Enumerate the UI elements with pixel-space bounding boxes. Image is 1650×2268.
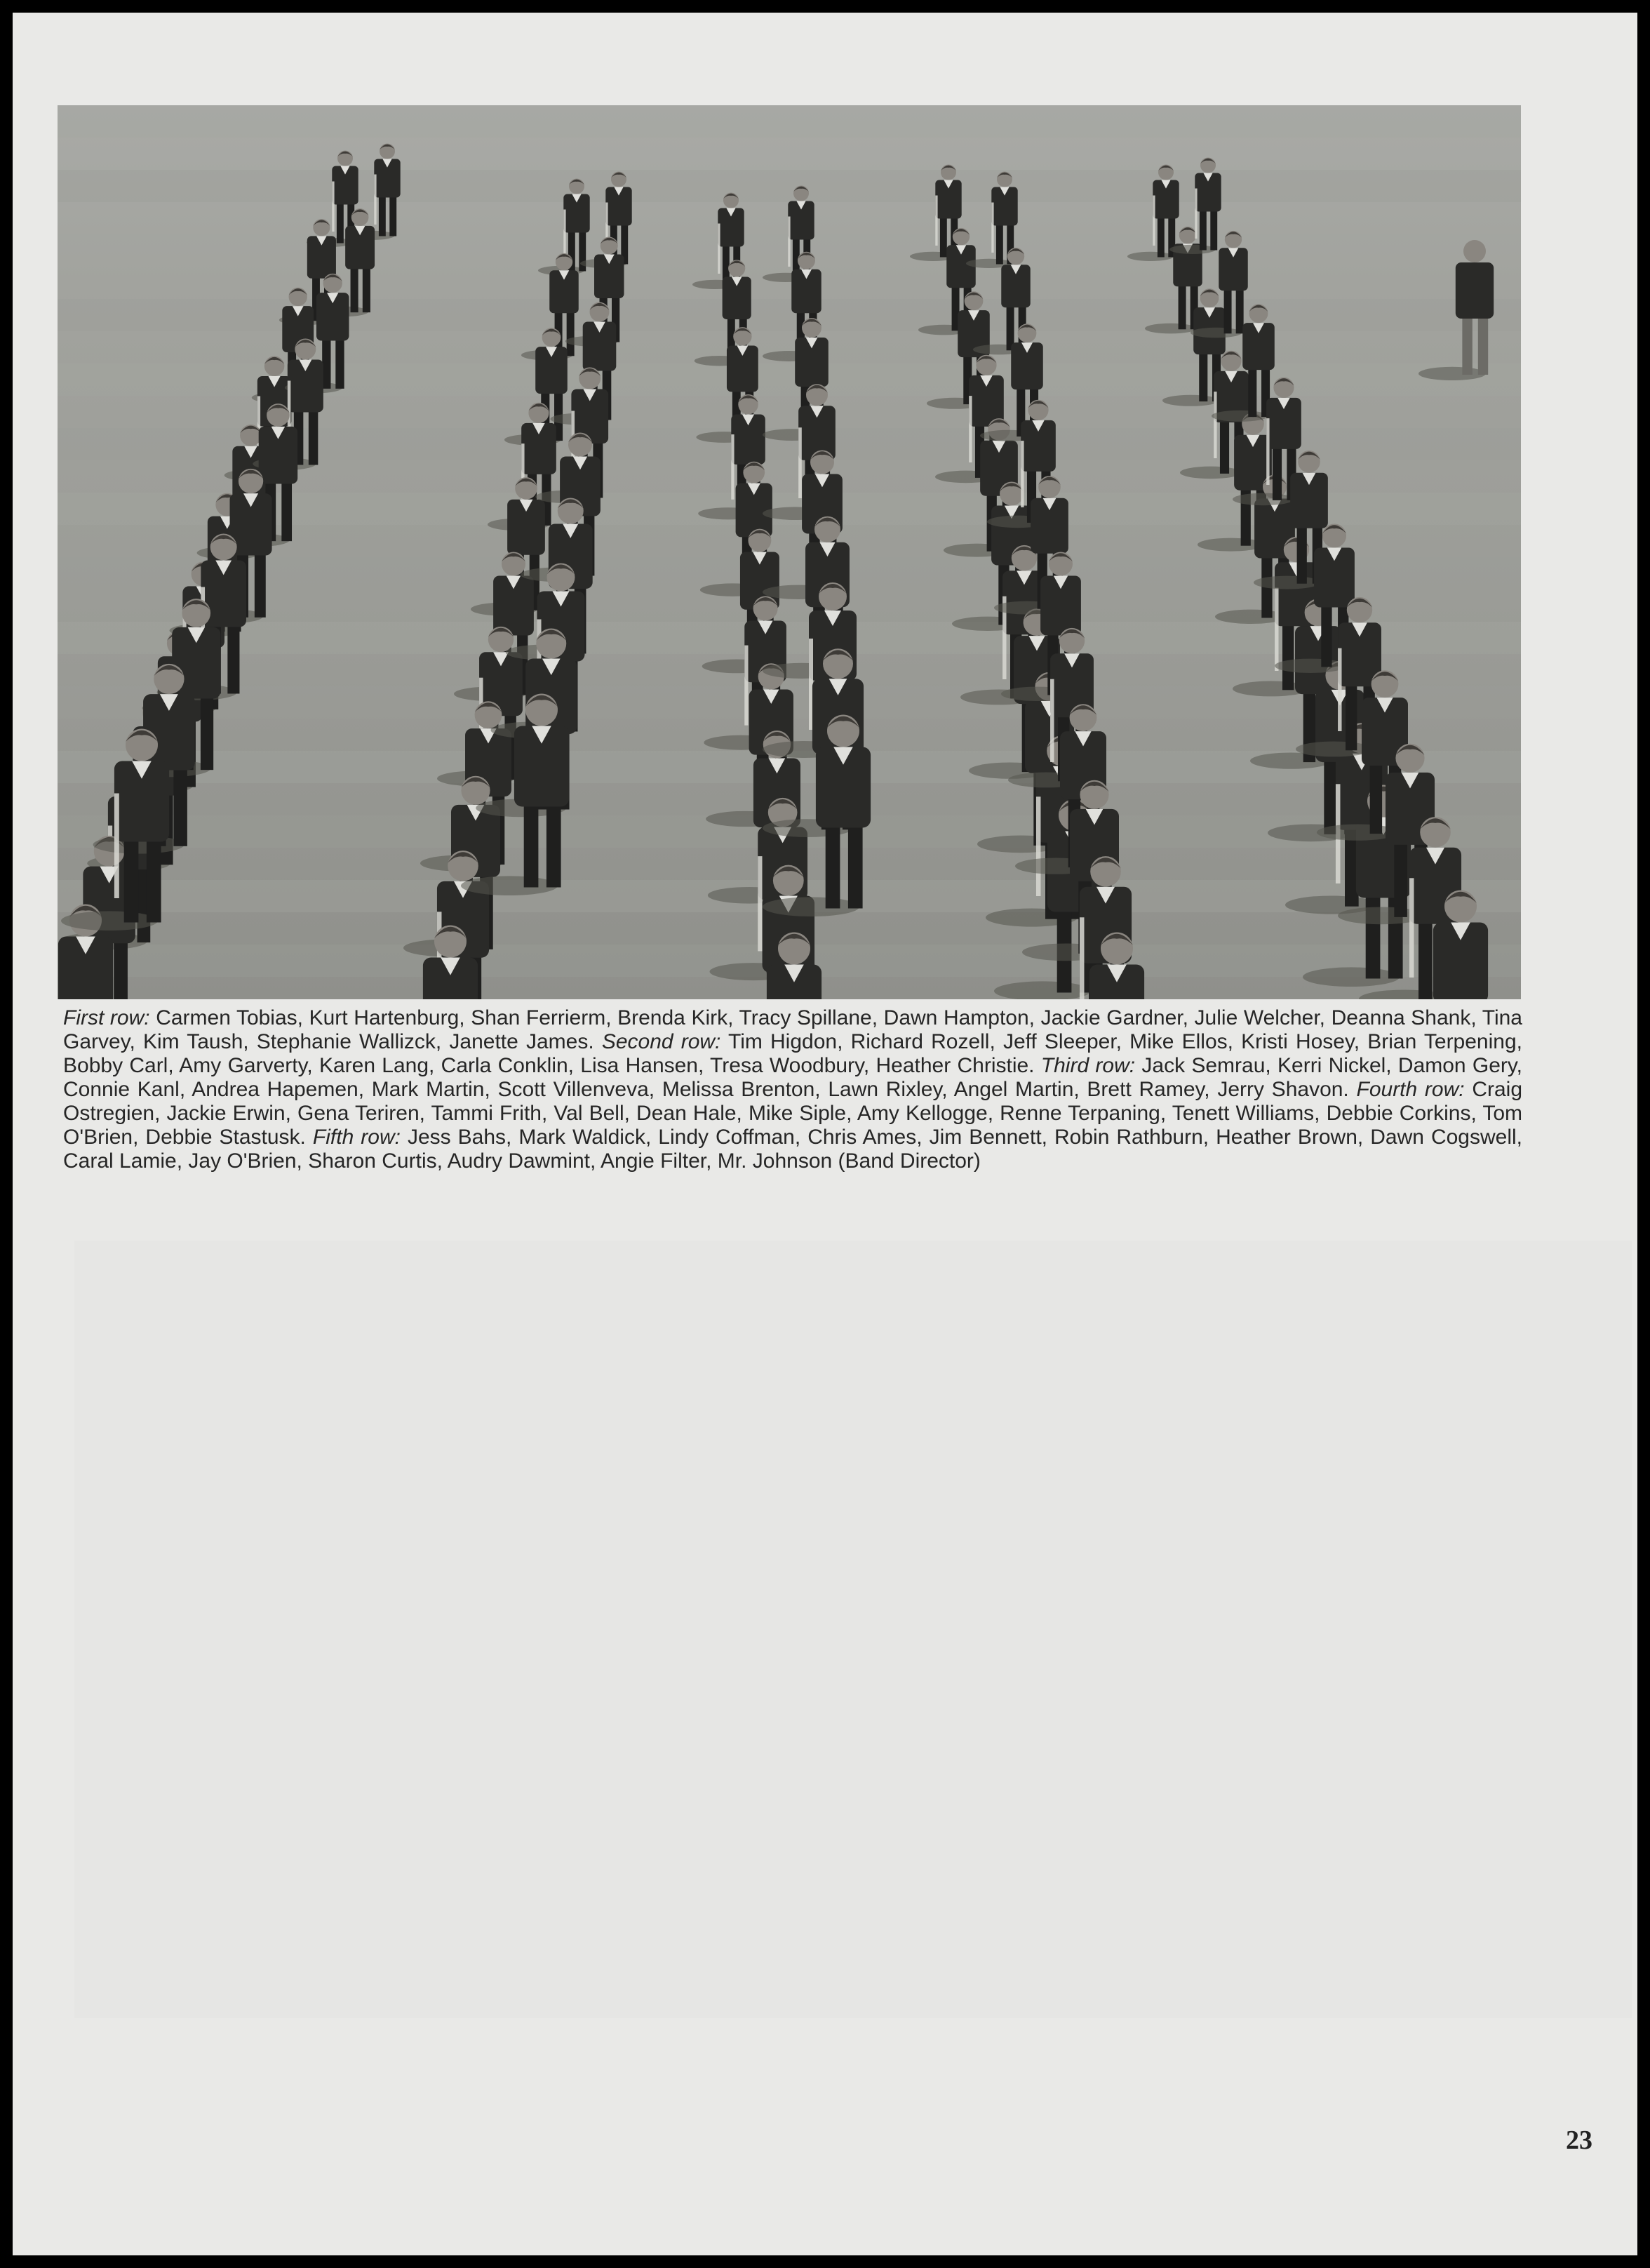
caption-row-names: Carmen Tobias, Kurt Hartenburg, Shan Ferrierm, Brenda Kirk, Tracy Spillane, Dawn Hampton, Jackie Gardner, Julie Welcher, Deanna Shank, Tina Garvey, Kim Taush, Stephanie Wallizck, Janette James. — [63, 1006, 1522, 1053]
page-number: 23 — [1566, 2126, 1592, 2155]
yearbook-page — [13, 13, 1637, 2255]
caption-row-names: Jack Semrau, Kerri Nickel, Damon Gery, Connie Kanl, Andrea Hapemen, Mark Martin, Scott Villenveva, Melissa Brenton, Lawn Rixley, Angel Martin, Brett Ramey, Jerry Shavon. — [63, 1054, 1523, 1101]
caption-row-label: Fifth row: — [312, 1126, 401, 1149]
caption-row-label: Fourth row: — [1356, 1078, 1465, 1101]
band-photo — [58, 105, 1521, 999]
caption-row-names: Jess Bahs, Mark Waldick, Lindy Coffman, Chris Ames, Jim Bennett, Robin Rathburn, Heather Brown, Dawn Cogswell, Caral Lamie, Jay O'Brien, Sharon Curtis, Audry Dawmint, Angie Filter, Mr. Johnson (Band Director) — [63, 1126, 1522, 1173]
grass-band — [58, 299, 1521, 331]
caption-row-label: Third row: — [1040, 1054, 1136, 1077]
blank-page-area — [74, 1241, 1632, 2018]
photo-caption — [63, 1006, 1522, 1173]
band-photo-drawing — [58, 105, 1521, 999]
caption-row-names: Tim Higdon, Richard Rozell, Jeff Sleeper, Mike Ellos, Kristi Hosey, Brian Terpening, Bobby Carl, Amy Garverty, Karen Lang, Carla Conklin, Lisa Hansen, Tresa Woodbury, Heather Christie. — [63, 1030, 1522, 1077]
grass-band — [58, 170, 1521, 202]
caption-row-label: Second row: — [601, 1030, 721, 1053]
grass-band — [58, 105, 1521, 138]
caption-row-names: Craig Ostregien, Jackie Erwin, Gena Teriren, Tammi Frith, Val Bell, Dean Hale, Mike Siple, Amy Kellogge, Renne Terpaning, Tenett Williams, Debbie Corkins, Tom O'Brien, Debbie Stastusk. — [63, 1078, 1523, 1149]
caption-row-label: First row: — [63, 1006, 150, 1029]
